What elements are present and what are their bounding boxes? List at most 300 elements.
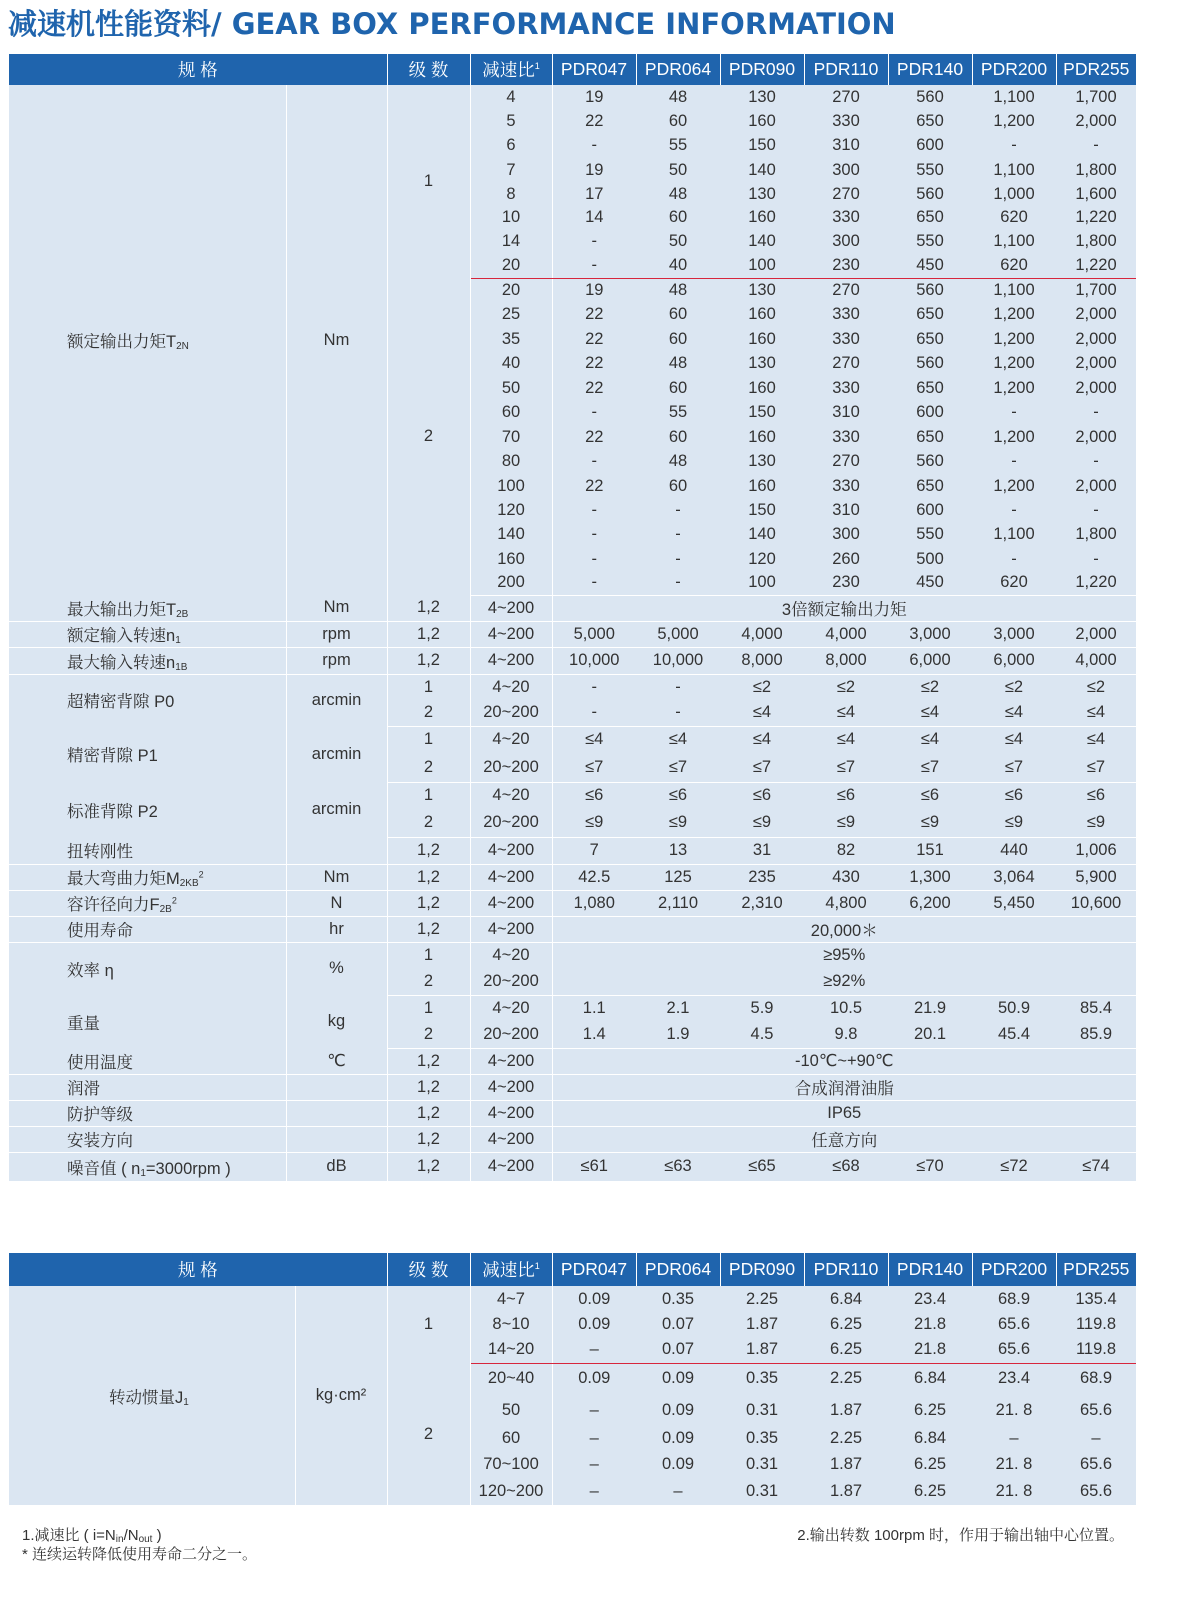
stiffness-label: 扭转刚性 — [9, 837, 286, 864]
efficiency-value: ≥92% — [552, 968, 1136, 995]
table-cell: ≤9 — [720, 809, 804, 837]
table-cell: ≤63 — [636, 1152, 720, 1181]
ratio-cell: 4~200 — [470, 1100, 552, 1126]
table-cell: 48 — [636, 351, 720, 376]
table-cell: 2,000 — [1056, 351, 1136, 376]
header-ratio: 减速比$^1$ — [470, 1253, 552, 1286]
table-cell: ≤2 — [972, 674, 1056, 700]
table-cell: ≤4 — [888, 700, 972, 726]
table-cell: 130 — [720, 85, 804, 109]
table-cell: 5.9 — [720, 995, 804, 1022]
bending-label: 最大弯曲力矩$M_{2KB}^2$ — [9, 864, 286, 890]
table-cell: 60 — [636, 206, 720, 229]
table-cell: 270 — [804, 182, 888, 206]
table-cell: 14 — [552, 206, 636, 229]
table-cell: 650 — [888, 376, 972, 400]
ip-label: 防护等级 — [9, 1100, 286, 1126]
stage-cell: 1,2 — [387, 890, 470, 916]
radial-unit: N — [286, 890, 387, 916]
table-cell: ≤7 — [720, 753, 804, 782]
table-cell: - — [552, 674, 636, 700]
table-cell: 22 — [552, 474, 636, 498]
stage-cell: 1,2 — [387, 1100, 470, 1126]
table-cell: 310 — [804, 498, 888, 522]
table-cell: 160 — [720, 206, 804, 229]
table-cell: 6,000 — [888, 647, 972, 674]
table-cell: ≤6 — [804, 782, 888, 809]
stage-cell: 1 — [387, 726, 470, 753]
table-cell: 21.9 — [888, 995, 972, 1022]
inertia-table — [9, 1253, 1136, 1505]
table-cell: 60 — [636, 376, 720, 400]
table-cell: 1,100 — [972, 85, 1056, 109]
table-cell: 2,000 — [1056, 327, 1136, 351]
table-cell: 151 — [888, 837, 972, 864]
table-cell: 7 — [470, 158, 552, 182]
table-cell: 6.84 — [888, 1363, 972, 1394]
table-cell: ≤70 — [888, 1152, 972, 1181]
table-cell: 160 — [720, 376, 804, 400]
life-unit: hr — [286, 916, 387, 942]
table-cell: 0.09 — [552, 1312, 636, 1337]
table-row — [9, 916, 1136, 942]
ratio-cell: 4~20 — [470, 782, 552, 809]
table-row — [9, 1074, 1136, 1100]
table-cell: 2,310 — [720, 890, 804, 916]
table-cell: 130 — [720, 182, 804, 206]
table-cell: 160 — [720, 302, 804, 327]
table-cell: 42.5 — [552, 864, 636, 890]
table-cell: 21. 8 — [972, 1394, 1056, 1426]
table-cell: 200 — [470, 571, 552, 595]
table-cell: 6.25 — [804, 1312, 888, 1337]
table-cell: 4,800 — [804, 890, 888, 916]
table-cell: 4 — [470, 85, 552, 109]
noise-label: 噪音值 ( $n_1=3000rpm$ ) — [9, 1152, 286, 1181]
table-cell: 20 — [470, 254, 552, 278]
ratio-cell: 4~20 — [470, 726, 552, 753]
stiffness-unit — [286, 837, 387, 864]
table-cell: 6.84 — [888, 1426, 972, 1451]
table-cell: ≤7 — [972, 753, 1056, 782]
table-cell: 1,300 — [888, 864, 972, 890]
table-cell: 68.9 — [1056, 1363, 1136, 1394]
header-model: PDR110 — [804, 54, 888, 85]
table-cell: 560 — [888, 85, 972, 109]
table-cell: ≤68 — [804, 1152, 888, 1181]
table-cell: 2.1 — [636, 995, 720, 1022]
table-row — [9, 782, 1136, 809]
table-cell: 230 — [804, 254, 888, 278]
rated-torque-label: 额定输出力矩$T_{2N}$ — [9, 85, 286, 595]
stage-cell: 1 — [387, 782, 470, 809]
table-cell: 4,000 — [804, 621, 888, 647]
table-cell: 22 — [552, 425, 636, 449]
table-cell: ≤7 — [1056, 753, 1136, 782]
table-cell: 60 — [636, 302, 720, 327]
table-cell: 48 — [636, 85, 720, 109]
header-model: PDR090 — [720, 54, 804, 85]
table-cell: 310 — [804, 133, 888, 158]
table-cell: 0.07 — [636, 1312, 720, 1337]
table-cell: 620 — [972, 206, 1056, 229]
table-cell: 50 — [636, 158, 720, 182]
table-cell: 3,000 — [888, 621, 972, 647]
table-cell: ≤7 — [636, 753, 720, 782]
table-cell: 40 — [636, 254, 720, 278]
stage-cell: 2 — [387, 700, 470, 726]
table-cell: 125 — [636, 864, 720, 890]
table-cell: 160 — [720, 474, 804, 498]
table-cell: ≤2 — [804, 674, 888, 700]
table-cell: 440 — [972, 837, 1056, 864]
table-cell: – — [1056, 1426, 1136, 1451]
table-cell: 1,100 — [972, 229, 1056, 254]
ratio-cell: 4~20 — [470, 995, 552, 1022]
table-cell: 100 — [720, 571, 804, 595]
table-cell: 60 — [636, 109, 720, 133]
table-cell: 1.1 — [552, 995, 636, 1022]
table-cell: 1,100 — [972, 522, 1056, 547]
table-cell: - — [552, 133, 636, 158]
table-cell: 1,100 — [972, 278, 1056, 302]
header-spec: 规 格 — [9, 1253, 387, 1286]
table-row — [9, 837, 1136, 864]
table-cell: 1.87 — [804, 1394, 888, 1426]
efficiency-label: 效率 η — [9, 942, 286, 995]
table-cell: 8~10 — [470, 1312, 552, 1337]
table-cell: 100 — [470, 474, 552, 498]
table-cell: – — [552, 1337, 636, 1363]
table-cell: 330 — [804, 302, 888, 327]
table-cell: ≤9 — [1056, 809, 1136, 837]
p2-unit: arcmin — [286, 782, 387, 837]
table-cell: 6 — [470, 133, 552, 158]
table-cell: 22 — [552, 351, 636, 376]
table-cell: 2,000 — [1056, 621, 1136, 647]
ratio-cell: 20~200 — [470, 700, 552, 726]
table-cell: 21. 8 — [972, 1478, 1056, 1505]
table-cell: 310 — [804, 400, 888, 425]
table-cell: 560 — [888, 278, 972, 302]
stage-cell: 2 — [387, 1022, 470, 1048]
table-cell: 65.6 — [972, 1337, 1056, 1363]
table-cell: 330 — [804, 206, 888, 229]
table-cell: 270 — [804, 85, 888, 109]
ratio-cell: 4~20 — [470, 942, 552, 968]
table-cell: - — [552, 498, 636, 522]
table-cell: – — [552, 1478, 636, 1505]
table-cell: 0.07 — [636, 1337, 720, 1363]
table-cell: 119.8 — [1056, 1312, 1136, 1337]
table-cell: 22 — [552, 376, 636, 400]
footnote-life: * 连续运转降低使用寿命二分之一。 — [22, 1546, 258, 1563]
table-cell: 140 — [470, 522, 552, 547]
table-cell: - — [972, 449, 1056, 474]
table-cell: 600 — [888, 498, 972, 522]
table-cell: 300 — [804, 158, 888, 182]
stage-cell: 1,2 — [387, 864, 470, 890]
table-cell: 5,000 — [636, 621, 720, 647]
table-cell: 300 — [804, 229, 888, 254]
table-cell: 0.09 — [552, 1363, 636, 1394]
table-cell: – — [636, 1478, 720, 1505]
ratio-cell: 4~200 — [470, 864, 552, 890]
table-cell: ≤6 — [1056, 782, 1136, 809]
table-cell: 119.8 — [1056, 1337, 1136, 1363]
table-cell: 45.4 — [972, 1022, 1056, 1048]
table-cell: 650 — [888, 327, 972, 351]
table-cell: 2.25 — [720, 1286, 804, 1312]
table-cell: ≤9 — [972, 809, 1056, 837]
table-cell: 560 — [888, 182, 972, 206]
table-cell: – — [552, 1394, 636, 1426]
table-cell: 330 — [804, 425, 888, 449]
ratio-cell: 4~200 — [470, 621, 552, 647]
table-cell: 1.4 — [552, 1022, 636, 1048]
table-cell: 50.9 — [972, 995, 1056, 1022]
ratio-cell: 4~200 — [470, 1048, 552, 1074]
table-cell: - — [636, 498, 720, 522]
table-cell: 55 — [636, 400, 720, 425]
header-model: PDR047 — [552, 1253, 636, 1286]
table-cell: 1,200 — [972, 474, 1056, 498]
table-cell: 1,220 — [1056, 254, 1136, 278]
stage-cell: 1,2 — [387, 1048, 470, 1074]
efficiency-value: ≥95% — [552, 942, 1136, 968]
ip-unit — [286, 1100, 387, 1126]
temp-unit: ℃ — [286, 1048, 387, 1074]
table-cell: 600 — [888, 133, 972, 158]
inertia-label: 转动惯量$J_1$ — [9, 1286, 295, 1505]
table-cell: - — [1056, 449, 1136, 474]
table-cell: 10,000 — [552, 647, 636, 674]
table-cell: 300 — [804, 522, 888, 547]
table-cell: ≤7 — [552, 753, 636, 782]
max_torque-value: 3倍额定输出力矩 — [552, 595, 1136, 621]
table-cell: 20~40 — [470, 1363, 552, 1394]
table-cell: 50 — [470, 376, 552, 400]
table-cell: 270 — [804, 351, 888, 376]
table-cell: ≤2 — [1056, 674, 1136, 700]
table-cell: 65.6 — [972, 1312, 1056, 1337]
noise-unit: dB — [286, 1152, 387, 1181]
header-model: PDR064 — [636, 54, 720, 85]
table-cell: 1,700 — [1056, 85, 1136, 109]
table-cell: ≤4 — [1056, 700, 1136, 726]
table-cell: 0.09 — [636, 1426, 720, 1451]
table-cell: 1,100 — [972, 158, 1056, 182]
table-cell: - — [552, 547, 636, 571]
table-cell: 330 — [804, 376, 888, 400]
table-cell: 160 — [720, 109, 804, 133]
efficiency-unit: % — [286, 942, 387, 995]
stage-cell: 1,2 — [387, 1152, 470, 1181]
table-cell: 19 — [552, 278, 636, 302]
table-cell: 21.8 — [888, 1312, 972, 1337]
p1-label: 精密背隙 P1 — [9, 726, 286, 782]
table-cell: 10.5 — [804, 995, 888, 1022]
ratio-cell: 20~200 — [470, 753, 552, 782]
table-cell: ≤2 — [720, 674, 804, 700]
lube-unit — [286, 1074, 387, 1100]
table-cell: 40 — [470, 351, 552, 376]
table-cell: 70~100 — [470, 1451, 552, 1478]
table-cell: 1,800 — [1056, 522, 1136, 547]
table-cell: 48 — [636, 449, 720, 474]
table-cell: 21.8 — [888, 1337, 972, 1363]
table-cell: 2,000 — [1056, 425, 1136, 449]
table-cell: 50 — [470, 1394, 552, 1426]
table-cell: 430 — [804, 864, 888, 890]
table-cell: ≤4 — [720, 700, 804, 726]
table-cell: 65.6 — [1056, 1451, 1136, 1478]
table-cell: 35 — [470, 327, 552, 351]
mount-unit — [286, 1126, 387, 1152]
table-cell: 8,000 — [720, 647, 804, 674]
table-cell: 25 — [470, 302, 552, 327]
table-cell: 550 — [888, 229, 972, 254]
table-cell: 135.4 — [1056, 1286, 1136, 1312]
table-cell: ≤9 — [888, 809, 972, 837]
header-model: PDR064 — [636, 1253, 720, 1286]
p1-unit: arcmin — [286, 726, 387, 782]
table-cell: 130 — [720, 449, 804, 474]
ratio-cell: 4~200 — [470, 1152, 552, 1181]
table-cell: 0.09 — [636, 1363, 720, 1394]
table-cell: 65.6 — [1056, 1478, 1136, 1505]
table-cell: 22 — [552, 302, 636, 327]
ratio-cell: 4~200 — [470, 1126, 552, 1152]
table-cell: 130 — [720, 351, 804, 376]
table-cell: 14 — [470, 229, 552, 254]
table-cell: 550 — [888, 158, 972, 182]
p0-unit: arcmin — [286, 674, 387, 726]
table-cell: 150 — [720, 498, 804, 522]
table-cell: ≤6 — [972, 782, 1056, 809]
table-row — [9, 621, 1136, 647]
table-cell: 82 — [804, 837, 888, 864]
table-cell: - — [636, 700, 720, 726]
table-cell: 330 — [804, 474, 888, 498]
table-cell: 1,200 — [972, 327, 1056, 351]
table-cell: 1.9 — [636, 1022, 720, 1048]
table-cell: 1,800 — [1056, 229, 1136, 254]
header-model: PDR110 — [804, 1253, 888, 1286]
table-cell: 8,000 — [804, 647, 888, 674]
stage-cell: 1,2 — [387, 837, 470, 864]
table-cell: 1,080 — [552, 890, 636, 916]
table-cell: - — [636, 547, 720, 571]
table-cell: 13 — [636, 837, 720, 864]
inertia-unit: kg·cm² — [295, 1286, 387, 1505]
table-row — [9, 726, 1136, 753]
table-cell: 1,220 — [1056, 571, 1136, 595]
table-cell: 1,200 — [972, 425, 1056, 449]
temp-value: -10℃~+90℃ — [552, 1048, 1136, 1074]
table-cell: ≤4 — [888, 726, 972, 753]
p0-label: 超精密背隙 P0 — [9, 674, 286, 726]
table-row — [9, 1100, 1136, 1126]
stage-cell: 1,2 — [387, 1126, 470, 1152]
table-cell: 55 — [636, 133, 720, 158]
footnote-ratio: 1.减速比 ( $i=N_{in}/N_{out}$ ) — [22, 1527, 162, 1545]
table-cell: ≤6 — [636, 782, 720, 809]
table-cell: ≤9 — [636, 809, 720, 837]
table-cell: 650 — [888, 206, 972, 229]
table-cell: 1,220 — [1056, 206, 1136, 229]
ratio-cell: 4~200 — [470, 647, 552, 674]
table-cell: 10,000 — [636, 647, 720, 674]
stage-cell: 1 — [387, 1286, 470, 1363]
table-cell: 450 — [888, 571, 972, 595]
table-cell: ≤4 — [972, 726, 1056, 753]
table-cell: - — [552, 522, 636, 547]
table-row — [9, 864, 1136, 890]
table-cell: 2.25 — [804, 1363, 888, 1394]
table-cell: ≤7 — [888, 753, 972, 782]
table-cell: 450 — [888, 254, 972, 278]
table-cell: 3,000 — [972, 621, 1056, 647]
table-cell: 120~200 — [470, 1478, 552, 1505]
table-cell: ≤9 — [552, 809, 636, 837]
max_torque-unit: Nm — [286, 595, 387, 621]
table-cell: 160 — [720, 425, 804, 449]
rated_speed-label: 额定输入转速$n_1$ — [9, 621, 286, 647]
table-cell: - — [1056, 400, 1136, 425]
table-cell: - — [972, 547, 1056, 571]
table-cell: 130 — [720, 278, 804, 302]
life-value: 20,000＊ — [552, 916, 1136, 942]
table-cell: ≤6 — [552, 782, 636, 809]
ratio-cell: 4~200 — [470, 837, 552, 864]
rated_speed-unit: rpm — [286, 621, 387, 647]
header-model: PDR140 — [888, 54, 972, 85]
ratio-cell: 4~200 — [470, 916, 552, 942]
table-cell: - — [636, 522, 720, 547]
header-model: PDR200 — [972, 54, 1056, 85]
p2-label: 标准背隙 P2 — [9, 782, 286, 837]
stage-cell: 1 — [387, 674, 470, 700]
stage-cell: 2 — [387, 809, 470, 837]
table-cell: 68.9 — [972, 1286, 1056, 1312]
table-cell: 650 — [888, 109, 972, 133]
table-cell: 1,800 — [1056, 158, 1136, 182]
page-title: 减速机性能资料/ GEAR BOX PERFORMANCE INFORMATION — [8, 7, 896, 41]
table-cell: 2,000 — [1056, 474, 1136, 498]
table-cell: 5 — [470, 109, 552, 133]
table-cell: 6.84 — [804, 1286, 888, 1312]
table-cell: 60 — [636, 425, 720, 449]
table-cell: 50 — [636, 229, 720, 254]
table-cell: 560 — [888, 449, 972, 474]
table-cell: 270 — [804, 449, 888, 474]
table-cell: 5,450 — [972, 890, 1056, 916]
table-cell: 85.4 — [1056, 995, 1136, 1022]
table-cell: 14~20 — [470, 1337, 552, 1363]
table-cell: 150 — [720, 133, 804, 158]
table-cell: 650 — [888, 474, 972, 498]
table-cell: 7 — [552, 837, 636, 864]
ratio-cell: 4~200 — [470, 595, 552, 621]
ip-value: IP65 — [552, 1100, 1136, 1126]
table-cell: ≤2 — [888, 674, 972, 700]
table-cell: 22 — [552, 109, 636, 133]
stage-cell: 2 — [387, 968, 470, 995]
table-cell: 120 — [720, 547, 804, 571]
table-cell: 650 — [888, 425, 972, 449]
table-cell: 1,700 — [1056, 278, 1136, 302]
